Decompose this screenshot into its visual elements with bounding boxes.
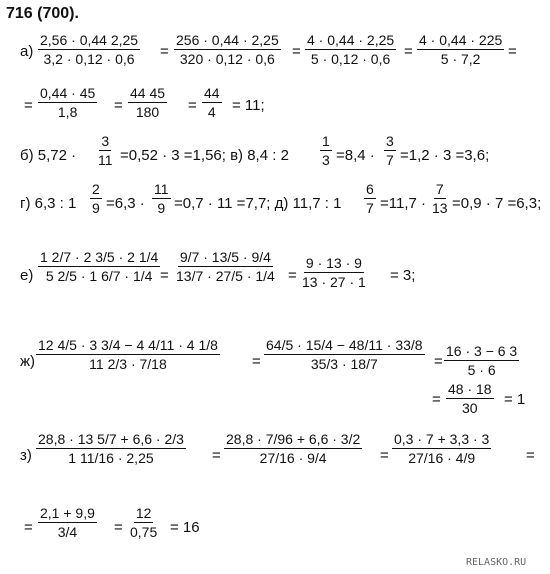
compound-fraction <box>264 338 425 371</box>
denominator: 5 · 0,12 · 0,6 <box>310 50 391 67</box>
numerator: 48 · 18 <box>448 381 492 397</box>
text-segment: =0,52 · 3 =1,56; в) 8,4 : 2 <box>120 147 289 164</box>
equals-sign: = <box>288 267 297 284</box>
numerator: 1 <box>322 133 330 149</box>
equals-sign: = <box>508 43 517 60</box>
equals-sign: = <box>24 97 33 114</box>
equals-sign: = <box>160 267 169 284</box>
numerator: 2,56 · 0,44 2,25 <box>40 32 139 48</box>
fraction <box>90 182 102 215</box>
equals-sign: = <box>114 97 123 114</box>
denominator: 30 <box>462 399 478 416</box>
denominator: 3/4 <box>57 523 78 540</box>
part-a-fraction-3 <box>305 33 396 66</box>
numerator: 3 <box>386 133 394 149</box>
numerator: 2 <box>92 181 100 197</box>
numerator: 12 <box>135 505 152 521</box>
numerator: 28,8 · 13 5/7 + 6,6 · 2/3 <box>38 431 184 447</box>
denominator: 9 <box>92 199 100 216</box>
part-a-fraction-4 <box>417 33 504 66</box>
denominator: 5 · 6 <box>467 361 496 378</box>
fraction <box>384 134 396 167</box>
numerator: 28,8 · 7/96 + 6,6 · 3/2 <box>226 431 361 447</box>
denominator: 13 · 27 · 1 <box>302 273 366 290</box>
denominator: 1 11/16 · 2,25 <box>68 449 154 466</box>
equals-sign: = <box>160 43 169 60</box>
compound-fraction <box>224 432 362 465</box>
compound-fraction <box>36 338 220 371</box>
part-a-fraction-2 <box>174 33 281 66</box>
numerator: 16 · 3 − 6 3 <box>446 343 518 359</box>
numerator: 0,3 · 7 + 3,3 · 3 <box>394 431 490 447</box>
denominator: 1,8 <box>57 103 78 120</box>
numerator: 6 <box>366 181 374 197</box>
text-segment: =11,7 · <box>380 195 427 212</box>
compound-fraction <box>392 432 491 465</box>
denominator: 3,2 · 0,12 · 0,6 <box>43 50 135 67</box>
numerator: 0,44 · 45 <box>40 85 96 101</box>
denominator: 13 <box>432 199 448 216</box>
denominator: 27/16 · 9/4 <box>259 449 327 466</box>
equals-sign: = <box>432 391 441 408</box>
numerator: 2,1 + 9,9 <box>40 505 95 521</box>
equals-sign: = <box>252 353 261 370</box>
fraction <box>430 182 450 215</box>
numerator: 4 · 0,44 · 225 <box>419 32 503 48</box>
fraction <box>152 182 171 215</box>
part-z-label: з) <box>20 447 32 464</box>
numerator: 44 <box>204 85 220 101</box>
fraction <box>444 344 519 377</box>
numerator: 7 <box>435 181 444 197</box>
part-a-fraction-7 <box>202 86 222 119</box>
text-segment: =6,3 · <box>106 195 145 212</box>
fraction <box>38 506 97 539</box>
denominator: 9 <box>157 199 166 216</box>
equals-sign: = <box>404 43 413 60</box>
equals-sign: = <box>434 353 443 370</box>
denominator: 5 · 7,2 <box>440 50 481 67</box>
equals-sign: = <box>212 447 221 464</box>
numerator: 256 · 0,44 · 2,25 <box>176 32 279 48</box>
equals-sign: = <box>188 97 197 114</box>
watermark: RELASKO.RU <box>466 557 527 568</box>
denominator: 35/3 · 18/7 <box>310 355 378 372</box>
equals-sign: = <box>24 519 33 536</box>
text-segment: б) 5,72 · <box>20 147 77 164</box>
numerator: 1 2/7 · 2 3/5 · 2 1/4 <box>40 249 159 265</box>
fraction <box>300 256 368 289</box>
result: = 11; <box>232 97 265 114</box>
numerator: 9 · 13 · 9 <box>305 255 362 271</box>
numerator: 11 <box>154 181 169 197</box>
text-segment: =0,7 · 11 =7,7; д) 11,7 : 1 <box>174 195 342 212</box>
numerator: 64/5 · 15/4 − 48/11 · 33/8 <box>266 337 423 353</box>
denominator: 11 2/3 · 7/18 <box>89 355 167 372</box>
denominator: 320 · 0,12 · 0,6 <box>179 50 275 67</box>
equals-sign: = <box>380 447 389 464</box>
denominator: 4 <box>207 103 216 120</box>
numerator: 44 45 <box>130 85 166 101</box>
result: = 3; <box>390 267 416 284</box>
numerator: 4 · 0,44 · 2,25 <box>307 32 395 48</box>
result: = 16 <box>170 519 200 536</box>
part-e-label: е) <box>20 267 34 284</box>
denominator: 3 <box>322 151 330 168</box>
fraction <box>364 182 376 215</box>
equals-sign: = <box>114 519 123 536</box>
fraction <box>446 382 494 415</box>
denominator: 180 <box>135 103 160 120</box>
text-segment: =0,9 · 7 =6,3; <box>452 195 542 212</box>
result: = 1 <box>504 391 526 408</box>
fraction <box>96 134 115 167</box>
denominator: 27/16 · 4/9 <box>408 449 476 466</box>
part-a-fraction-1 <box>38 33 140 66</box>
part-a-fraction-5 <box>38 86 97 119</box>
fraction <box>320 134 332 167</box>
numerator: 12 4/5 · 3 3/4 − 4 4/11 · 4 1/8 <box>38 337 218 353</box>
compound-fraction <box>38 250 160 283</box>
text-segment: г) 6,3 : 1 <box>20 195 77 212</box>
denominator: 11 <box>98 151 113 168</box>
text-segment: =8,4 · <box>336 147 375 164</box>
numerator: 9/7 · 13/5 · 9/4 <box>179 249 271 265</box>
part-a-fraction-6 <box>128 86 167 119</box>
equals-sign: = <box>292 43 301 60</box>
denominator: 7 <box>366 199 374 216</box>
denominator: 5 2/5 · 1 6/7 · 1/4 <box>45 267 153 284</box>
part-zh-label: ж) <box>20 353 36 370</box>
denominator: 0,75 <box>130 523 158 540</box>
compound-fraction <box>36 432 186 465</box>
compound-fraction <box>174 250 277 283</box>
fraction <box>128 506 159 539</box>
exercise-number: 716 (700). <box>6 5 79 22</box>
denominator: 7 <box>386 151 394 168</box>
numerator: 3 <box>101 133 110 149</box>
part-a-label: а) <box>20 43 34 60</box>
text-segment: =1,2 · 3 =3,6; <box>400 147 490 164</box>
equals-sign: = <box>526 447 535 464</box>
denominator: 13/7 · 27/5 · 1/4 <box>176 267 275 284</box>
